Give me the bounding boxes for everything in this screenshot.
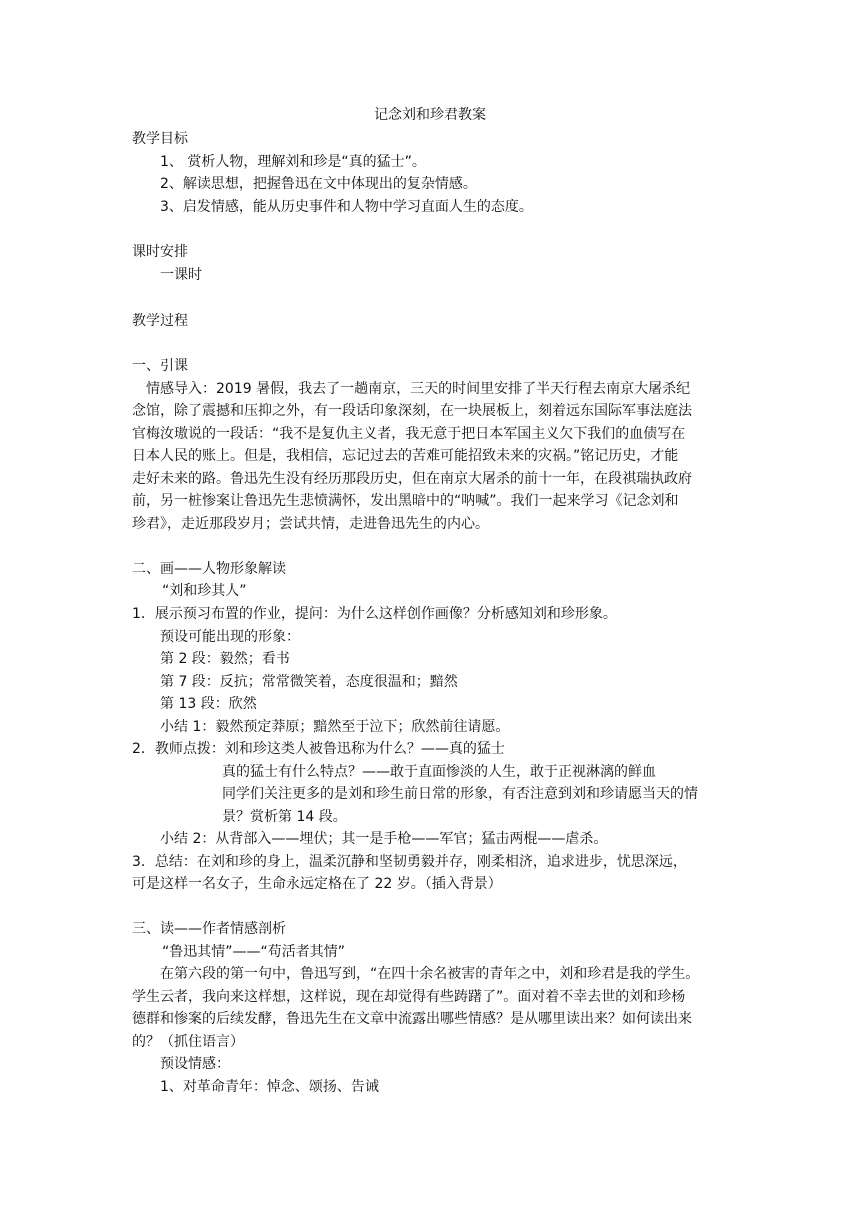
paragraph-line: 情感导入：2019 暑假，我去了一趟南京，三天的时间里安排了半天行程去南京大屠杀纪 (146, 381, 691, 397)
paragraph-line: 在第六段的第一句中，鲁迅写到，“在四十余名被害的青年之中，刘和珍君是我的学生。 (160, 966, 700, 982)
paragraph-line: 学生云者，我向来这样想，这样说，现在却觉得有些踌躇了”。面对着不幸去世的刘和珍杨 (132, 989, 686, 1005)
section-heading-emotion: 三、读——作者情感剖析 (132, 921, 286, 937)
objective-item: 1、 赏析人物，理解刘和珍是“真的猛士”。 (160, 154, 426, 170)
section-heading-intro: 一、引课 (132, 358, 188, 374)
paragraph-line: 走好未来的路。鲁迅先生没有经历那段历史，但在南京大屠杀的前十一年，在段祺瑞执政府 (132, 471, 692, 487)
list-item: 第 2 段：毅然；看书 (160, 651, 290, 667)
list-item: 3．总结：在刘和珍的身上，温柔沉静和坚韧勇毅并存，刚柔相济，追求进步，忧思深远， (132, 854, 687, 870)
paragraph-line: 前，另一桩惨案让鲁迅先生悲愤满怀，发出黑暗中的“呐喊”。我们一起来学习《记念刘和 (132, 493, 679, 509)
summary-line: 小结 2：从背部入——埋伏；其一是手枪——军官；猛击两棍——虐杀。 (160, 831, 608, 847)
paragraph-line: 念馆，除了震撼和压抑之外，有一段话印象深刻，在一块展板上，刻着远东国际军事法庭法 (132, 403, 692, 419)
section-heading-process: 教学过程 (132, 313, 188, 329)
list-item: 真的猛士有什么特点？——敢于直面惨淡的人生，敢于正视淋漓的鲜血 (222, 764, 656, 780)
document-title: 记念刘和珍君教案 (374, 107, 486, 123)
section-heading-portrait: 二、画——人物形象解读 (132, 561, 286, 577)
list-item: 2．教师点拨：刘和珍这类人被鲁迅称为什么？——真的猛士 (132, 741, 505, 757)
list-item: 第 13 段：欣然 (160, 696, 257, 712)
paragraph-line: 珍君》，走近那段岁月；尝试共情，走进鲁迅先生的内心。 (132, 516, 489, 532)
list-item: 景？赏析第 14 段。 (222, 809, 347, 825)
list-item: 1．展示预习布置的作业，提问：为什么这样创作画像？分析感知刘和珍形象。 (132, 606, 617, 622)
section-heading-schedule: 课时安排 (132, 244, 188, 260)
objective-item: 3、启发情感，能从历史事件和人物中学习直面人生的态度。 (160, 199, 533, 215)
list-item: 预设可能出现的形象： (160, 629, 300, 645)
list-item: 同学们关注更多的是刘和珍生前日常的形象，有否注意到刘和珍请愿当天的情 (222, 786, 698, 802)
section-subheading: “鲁迅其情”——“苟活者其情” (162, 944, 346, 960)
summary-line: 小结 1：毅然预定莽原；黯然至于泣下；欣然前往请愿。 (160, 719, 510, 735)
paragraph-line: 官梅汝璈说的一段话：“我不是复仇主义者，我无意于把日本军国主义欠下我们的血债写在 (132, 426, 686, 442)
paragraph-line: 日本人民的账上。但是，我相信，忘记过去的苦难可能招致未来的灾祸。”铭记历史，才能 (132, 448, 679, 464)
objective-item: 2、解读思想，把握鲁迅在文中体现出的复杂情感。 (160, 176, 477, 192)
list-item: 可是这样一名女子，生命永远定格在了 22 岁。（插入背景） (132, 876, 502, 892)
paragraph-line: 预设情感： (160, 1056, 230, 1072)
list-item: 1、对革命青年：悼念、颂扬、告诫 (160, 1079, 379, 1095)
paragraph-line: 的？（抓住语言） (132, 1034, 244, 1050)
section-heading-objectives: 教学目标 (132, 131, 188, 147)
paragraph-line: 德群和惨案的后续发酵，鲁迅先生在文章中流露出哪些情感？是从哪里读出来？如何读出来 (132, 1011, 692, 1027)
schedule-value: 一课时 (160, 267, 202, 283)
list-item: 第 7 段：反抗；常常微笑着，态度很温和；黯然 (160, 674, 458, 690)
section-subheading: “刘和珍其人” (162, 583, 247, 599)
